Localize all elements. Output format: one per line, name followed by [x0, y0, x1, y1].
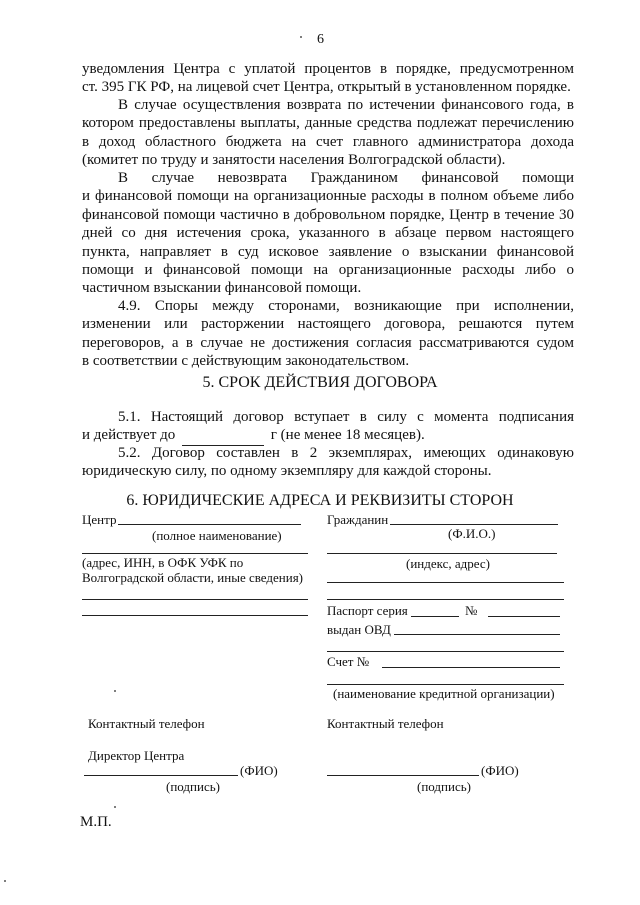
valid-until-label: и действует до: [82, 427, 176, 444]
bank-name-line[interactable]: [327, 684, 564, 685]
address-caption-1: (адрес, ИНН, в ОФК УФК по: [82, 555, 244, 570]
valid-until-date-field[interactable]: [182, 426, 264, 445]
text-line: в соответствии с действующим законодательством.: [82, 353, 410, 370]
citizen-address-line-2[interactable]: [327, 599, 564, 600]
text-line: пункта, направляет в суд исковое заявление о взыскании финансовой: [82, 243, 574, 260]
text-line: [82, 426, 574, 445]
text-line: дней со дня истечения срока, указанного в абзаце первом настоящего: [82, 225, 574, 242]
text-line: ст. 395 ГК РФ, на лицевой счет Центра, открытый в установленном порядке.: [82, 79, 571, 96]
citizen-label: Гражданин: [327, 512, 389, 527]
center-details-line-2[interactable]: [82, 615, 308, 616]
scan-speck: [4, 880, 6, 882]
text-line: 4.9. Споры между сторонами, возникающие при исполнении,: [118, 298, 574, 314]
passport-number-label: №: [465, 603, 478, 618]
director-fio-label: (ФИО): [240, 763, 278, 778]
citizen-fio-caption: (Ф.И.О.): [448, 526, 496, 541]
center-name-line[interactable]: [118, 524, 301, 525]
text-line: частичном взыскании финансовой помощи.: [82, 280, 362, 297]
citizen-signature-caption: (подпись): [417, 779, 471, 794]
citizen-name-line[interactable]: [390, 524, 558, 525]
text-line: в доход областного бюджета на счет главного администратора дохода: [82, 133, 574, 150]
citizen-fio-label: (ФИО): [481, 763, 519, 778]
issued-by-label: выдан ОВД: [327, 622, 391, 637]
text-line: В случае невозврата Гражданином финансовой помощи: [118, 170, 574, 186]
paragraph-4-9-disputes: [82, 297, 574, 371]
section-6-heading: 6. ЮРИДИЧЕСКИЕ АДРЕСА И РЕКВИЗИТЫ СТОРОН: [126, 492, 514, 509]
index-address-caption: (индекс, адрес): [406, 556, 490, 571]
scan-speck: [114, 806, 116, 808]
paragraph-5-1: [82, 408, 574, 446]
issued-by-field[interactable]: [394, 634, 560, 635]
text-line: В случае осуществления возврата по истечении финансового года, в: [118, 97, 574, 113]
account-number-field[interactable]: [382, 667, 560, 668]
text-line: котором предоставлены выплаты, данные средства подлежат перечислению: [82, 115, 574, 132]
page-number: 6: [317, 32, 324, 47]
text-line: юридическую силу, по одному экземпляру для каждой стороны.: [82, 463, 492, 480]
paragraph-notification: [82, 60, 574, 97]
text-line: изменении или расторжении настоящего договора, решаются путем: [82, 316, 574, 333]
text-line: помощи и финансовой помощи на организационные расходы либо о: [82, 262, 574, 279]
text-line: финансовой помощи частично в добровольном порядке, Центр в течение 30: [82, 206, 574, 223]
director-signature-line[interactable]: [84, 775, 238, 776]
citizen-phone-label: Контактный телефон: [327, 716, 444, 731]
text-line: 5.2. Договор составлен в 2 экземплярах, имеющих одинаковую: [118, 445, 574, 461]
paragraph-non-return: [82, 169, 574, 298]
paragraph-5-2: [82, 444, 574, 481]
text-line: и финансовой помощи на организационные расходы в полном объеме либо: [82, 188, 574, 205]
address-caption-2: Волгоградской области, иные сведения): [82, 570, 304, 585]
citizen-address-line-1[interactable]: [327, 582, 564, 583]
citizen-index-line[interactable]: [327, 553, 557, 554]
passport-number-field[interactable]: [488, 616, 560, 617]
text-line: (комитет по труду и занятости населения Волгоградской области).: [82, 152, 506, 169]
section-5-heading: 5. СРОК ДЕЙСТВИЯ ДОГОВОРА: [202, 374, 438, 391]
director-label: Директор Центра: [88, 748, 185, 763]
bank-name-caption: (наименование кредитной организации): [333, 686, 555, 701]
text-line: уведомления Центра с уплатой процентов в порядке, предусмотренном: [82, 61, 574, 77]
director-signature-caption: (подпись): [166, 779, 220, 794]
text-line: 5.1. Настоящий договор вступает в силу с момента подписания: [118, 409, 574, 425]
center-label: Центр: [82, 512, 117, 527]
paragraph-return-after-year: [82, 96, 574, 170]
scan-speck: [114, 690, 116, 692]
issued-by-line-2[interactable]: [327, 651, 564, 652]
account-label: Счет №: [327, 654, 370, 669]
passport-series-label: Паспорт серия: [327, 603, 408, 618]
center-address-line[interactable]: [82, 553, 308, 554]
stamp-place-label: М.П.: [80, 814, 112, 830]
valid-until-note: г (не менее 18 месяцев).: [270, 427, 425, 444]
passport-series-field[interactable]: [411, 616, 459, 617]
center-details-line-1[interactable]: [82, 599, 308, 600]
citizen-signature-line[interactable]: [327, 775, 479, 776]
center-phone-label: Контактный телефон: [88, 716, 205, 731]
full-name-caption: (полное наименование): [152, 528, 282, 543]
scan-speck: [300, 36, 302, 38]
text-line: переговоров, а в случае не достижения согласия рассматриваются судом: [82, 334, 574, 351]
